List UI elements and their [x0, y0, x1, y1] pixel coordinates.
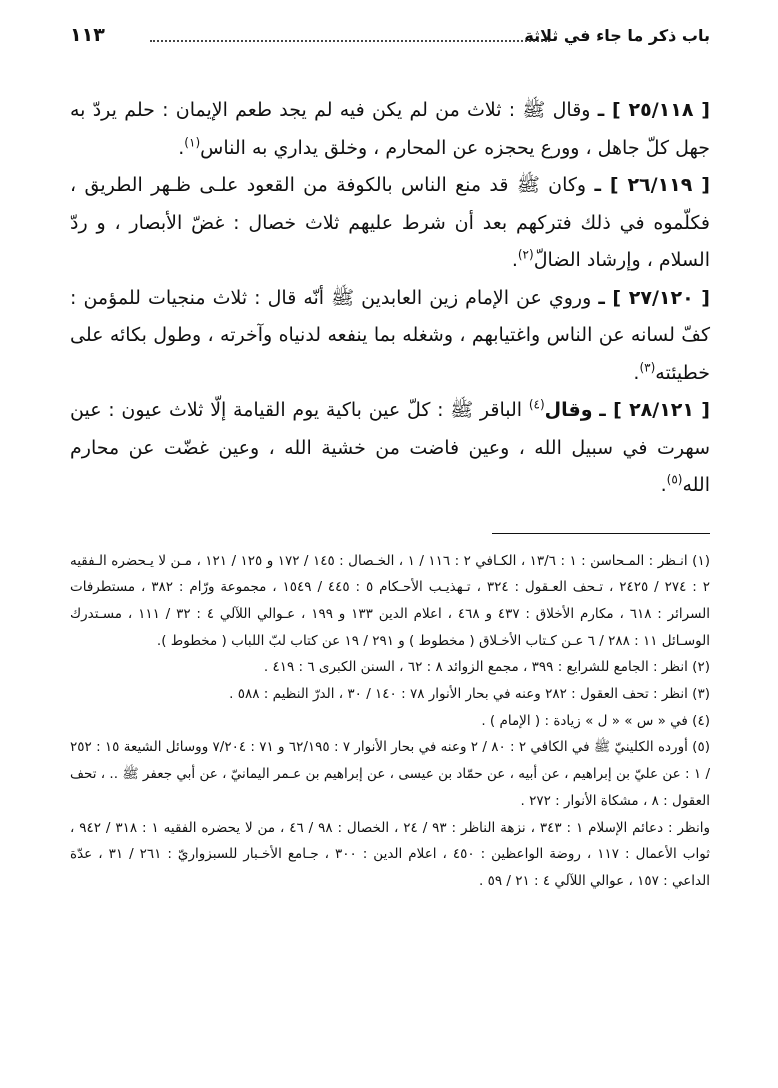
footnote — [70, 708, 710, 735]
hadith-text: وقال ﷺ : ثلاث من لم يكن فيه لم يجد طعم الإيمان : حلم يردّ به جهل كلّ جاهل ، وورع يحجزه عن المحارم ، وخلق يداري به الناس — [70, 99, 710, 159]
footnote-ref[interactable]: (١) — [184, 135, 201, 150]
footnote — [70, 681, 710, 708]
chapter-title: باب ذكر ما جاء في ثلاثة — [524, 26, 710, 45]
hadith-number: [ ٢٦/١١٩ ] ـ — [594, 174, 710, 196]
footnote-ref[interactable]: (٣) — [639, 360, 656, 375]
hadith-text: وروي عن الإمام زين العابدين ﷺ أنّه قال : ثلاث منجيات للمؤمن : كفّ لسانه عن الناس واغتيابهم ، وشغله بما ينفعه لدنياه وآخرته ، وطول بكائه على خطيئته — [70, 286, 710, 384]
footnote-text: في « س » « ل » زيادة : ( الإمام ) . — [481, 712, 688, 729]
footnote-text: وانظر : دعائم الإسلام ١ : ٣٤٣ ، نزهة الناظر : ٩٣ / ٢٤ ، الخصال : ٩٨ / ٤٦ ، من لا يحضره الفقيه ١ : ٣١٨ / ٩٤٢ ، ثواب الأعمال : ١١٧ ، روضة الواعظين : ٤٥٠ ، اعلام الدين : ٣٠٠ ، جـامع الأخـبار للسبزواريّ : ٢٦١ / ٣١ ، عدّة الداعي : ١٥٧ ، عوالي اللآلي ٤ : ٢١ / ٥٩ . — [70, 819, 710, 889]
hadith-number: [ ٢٨/١٢١ ] ـ — [599, 399, 710, 421]
hadith-paragraph — [70, 167, 710, 280]
footnote-text: أورده الكلينيّ ﷺ في الكافي ٢ : ٨٠ / ٢ وعنه في بحار الأنوار ٧ : ٦٢/١٩٥ و ٧١ : ٧/٢٠٤ ووسائل الشيعة ١٥ : ٢٥٢ / ١ : عن عليّ بن إبراهيم ، عن أبيه ، عن حمّاد بن عيسى ، عن إبراهيم بن عـمر اليمانيّ ، عن أبي جعفر ﷺ .. ، تحف العقول : ٨ ، مشكاة الأنوار : ٢٧٢ . — [70, 739, 710, 809]
footnote-continuation — [70, 815, 710, 895]
footnote-number: (٢) — [692, 659, 710, 676]
footnote — [70, 734, 710, 814]
hadith-paragraph — [70, 392, 710, 505]
hadith-end: . — [633, 361, 640, 384]
footnote-ref[interactable]: (٤) — [528, 397, 545, 412]
footnote-number: (٥) — [692, 739, 710, 756]
hadith-paragraph — [70, 92, 710, 167]
footnote-number: (١) — [692, 552, 710, 569]
page-number: ١١٣ — [70, 24, 105, 46]
hadith-number: [ ٢٧/١٢٠ ] ـ — [598, 286, 710, 309]
hadith-number: [ ٢٥/١١٨ ] ـ — [597, 99, 710, 121]
book-page — [70, 22, 710, 1066]
footnote-separator — [492, 533, 710, 534]
hadith-end: . — [511, 249, 518, 271]
footnote-ref[interactable]: (٥) — [666, 472, 683, 487]
header-leader-dots — [150, 40, 550, 42]
footnote-text: انظر : تحف العقول : ٢٨٢ وعنه في بحار الأنوار ٧٨ : ١٤٠ / ٣٠ ، الدرّ النظيم : ٥٨٨ . — [229, 686, 688, 703]
hadith-text: وكان ﷺ قد منع الناس بالكوفة من القعود علـى ظـهر الطريق ، فكلّموه في ذلك فتركهم بعد أن شرط عليهم ثلاث خصال : غضّ الأبصار ، و ردّ السلام ، وإرشاد الضالّ — [70, 174, 710, 271]
footnote-text: انظر : الجامع للشرايع : ٣٩٩ ، مجمع الزوائد ٨ : ٦٢ ، السنن الكبرى ٦ : ٤١٩ . — [263, 659, 688, 676]
footnote — [70, 548, 710, 655]
hadith-text-start: وقال — [544, 399, 593, 421]
main-text — [70, 92, 710, 505]
footnotes — [70, 548, 710, 895]
hadith-end: . — [660, 474, 667, 496]
hadith-paragraph — [70, 280, 710, 393]
footnote-number: (٣) — [692, 686, 710, 703]
running-header — [70, 22, 710, 58]
footnote — [70, 654, 710, 681]
footnote-text: انـظر : المـحاسن : ١ : ١٣/٦ ، الكـافي ٢ : ١١٦ / ١ ، الخـصال : ١٤٥ / ١٧٢ و ١٢٥ / ١٢١ ، مـن لا يـحضره الـفقيه ٢ : ٢٧٤ / ٢٤٢٥ ، تـحف العـقول : ٣٢٤ ، تـهذيـب الأحـكام ٥ : ٤٤٥ / ١٥٤٩ ، مجموعة ورّام : ٣٨٢ ، مستطرفات السرائر : ٦١٨ ، مكارم الأخلاق : ٤٣٧ و ٤٦٨ ، اعلام الدين ١٣٣ و ١٩٩ ، عـوالي اللآلي ٤ : ٣٢ / ١١١ ، مسـتدرك الوسـائل ١١ : ٢٨٨ / ٦ عـن كـتاب الأخـلاق ( مخطوط ) و ٢٩١ / ١٩ عن كتاب لبّ اللباب ( مخطوط ). — [70, 552, 710, 649]
footnote-ref[interactable]: (٢) — [517, 247, 534, 262]
hadith-text: الباقر ﷺ : كلّ عين باكية يوم القيامة إلّا ثلاث عيون : عين سهرت في سبيل الله ، وعين فاضت من خشية الله ، وعين غضّت عن محارم الله — [70, 399, 710, 496]
hadith-end: . — [178, 136, 185, 159]
footnote-number: (٤) — [692, 712, 710, 729]
